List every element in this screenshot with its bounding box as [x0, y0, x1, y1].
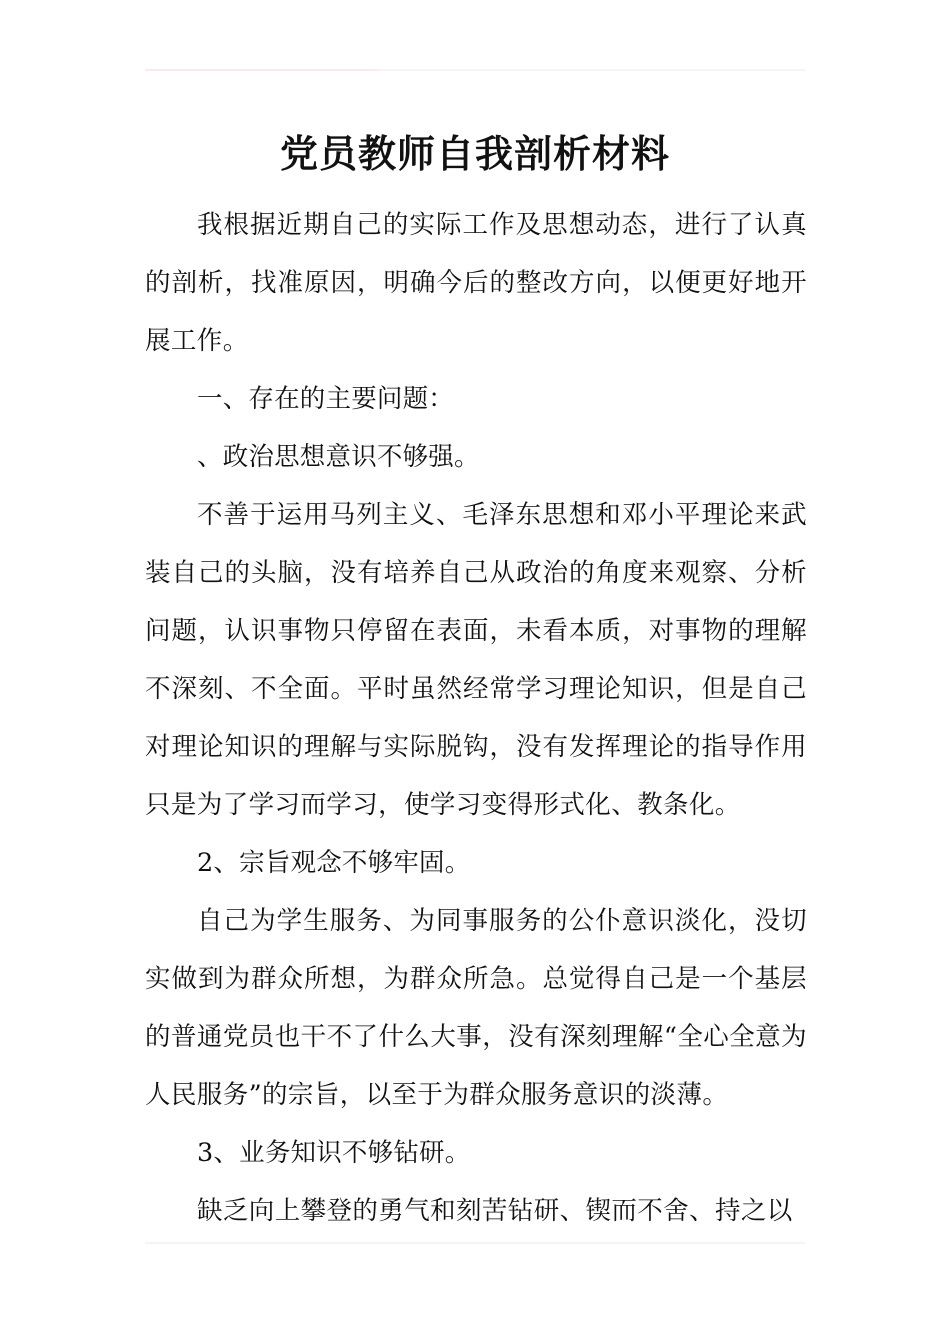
footer-rule	[145, 1242, 805, 1244]
paragraph-service-purpose: 自己为学生服务、为同事服务的公仆意识淡化，没切实做到为群众所想，为群众所急。总觉得自己是一个基层的普通党员也干不了什么大事，没有深刻理解“全心全意为人民服务”的宗旨，以至于为群众服务意识的淡薄。	[145, 906, 807, 1110]
document-body	[145, 196, 807, 1240]
header-rule	[145, 69, 805, 71]
paragraph-political-awareness: 不善于运用马列主义、毛泽东思想和邓小平理论来武装自己的头脑，没有培养自己从政治的角度来观察、分析问题，认识事物只停留在表面，未看本质，对事物的理解不深刻、不全面。平时虽然经常学习理论知识，但是自己对理论知识的理解与实际脱钩，没有发挥理论的指导作用只是为了学习而学习，使学习变得形式化、教条化。	[145, 500, 807, 820]
section-heading-problems: 一、存在的主要问题：	[197, 384, 455, 414]
subheading-professional-knowledge: 3、业务知识不够钻研。	[197, 1138, 471, 1168]
paragraph-professional-knowledge: 缺乏向上攀登的勇气和刻苦钻研、锲而不舍、持之以	[197, 1196, 793, 1226]
subheading-service-purpose: 2、宗旨观念不够牢固。	[197, 848, 471, 878]
document-title: 党员教师自我剖析材料	[279, 131, 670, 176]
subheading-political-awareness: 、政治思想意识不够强。	[197, 442, 480, 472]
intro-paragraph: 我根据近期自己的实际工作及思想动态，进行了认真的剖析，找准原因，明确今后的整改方向，以便更好地开展工作。	[145, 210, 807, 356]
